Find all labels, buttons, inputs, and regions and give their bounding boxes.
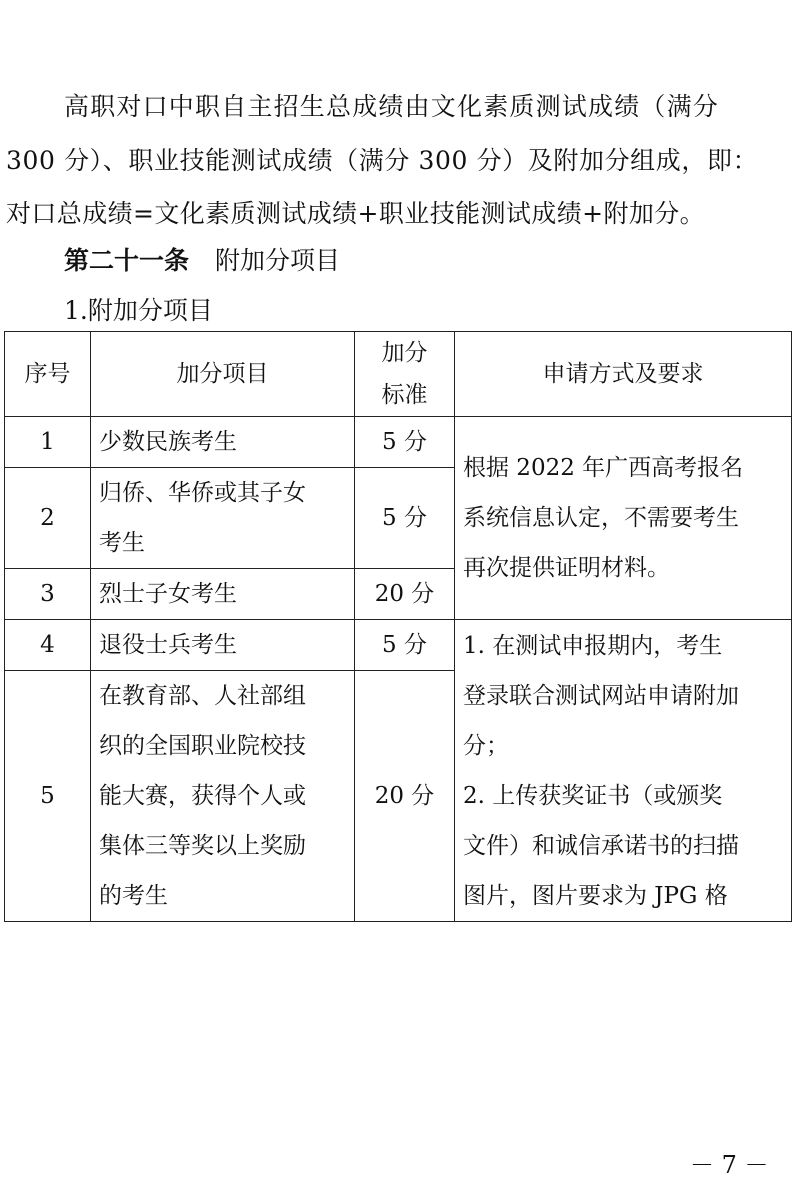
- row-no: 1: [5, 417, 91, 468]
- row-item-line: 考生: [99, 530, 145, 556]
- row-points: 5 分: [355, 468, 455, 569]
- row-item-line: 集体三等奖以上奖励: [99, 833, 306, 859]
- row-item: 少数民族考生: [91, 417, 355, 468]
- requirement-line: 根据 2022 年广西高考报名: [463, 455, 744, 481]
- row-item: [91, 671, 355, 922]
- row-item-line: 的考生: [99, 883, 168, 909]
- requirement-line: 登录联合测试网站申请附加: [463, 682, 739, 709]
- header-points-line2: 标准: [381, 382, 428, 408]
- section-subheading: 1.附加分项目: [64, 296, 213, 325]
- bonus-points-table: [4, 331, 792, 922]
- row-item: 烈士子女考生: [91, 569, 355, 620]
- row-item-line: 织的全国职业院校技: [99, 733, 306, 759]
- table-row: [5, 417, 792, 468]
- header-points-line1: 加分: [381, 340, 428, 366]
- row-item-line: 归侨、华侨或其子女: [99, 480, 306, 506]
- row-points: 5 分: [355, 620, 455, 671]
- article-number: 第二十一条: [64, 246, 190, 275]
- requirement-line: 再次提供证明材料。: [463, 555, 670, 581]
- row-no: 2: [5, 468, 91, 569]
- page-number: － 7 －: [690, 1151, 769, 1179]
- row-item: [91, 468, 355, 569]
- row-no: 3: [5, 569, 91, 620]
- row-no: 4: [5, 620, 91, 671]
- header-requirement: 申请方式及要求: [455, 332, 792, 417]
- requirement-line: 文件）和诚信承诺书的扫描: [463, 832, 739, 859]
- header-points: [355, 332, 455, 417]
- paragraph-line-2: 300 分）、职业技能测试成绩（满分 300 分）及附加分组成，即：: [6, 146, 759, 175]
- requirement-line: 分；: [463, 732, 509, 759]
- row-item-line: 能大赛，获得个人或: [99, 783, 306, 809]
- row-item: 退役士兵考生: [91, 620, 355, 671]
- paragraph-line-1: 高职对口中职自主招生总成绩由文化素质测试成绩（满分: [64, 92, 720, 121]
- requirement-group-2: [455, 620, 792, 922]
- requirement-line: 系统信息认定，不需要考生: [463, 505, 739, 531]
- article-heading: [64, 246, 340, 276]
- row-points: 20 分: [355, 671, 455, 922]
- table-row: [5, 620, 792, 671]
- header-no: 序号: [5, 332, 91, 417]
- row-item-line: 在教育部、人社部组: [99, 683, 306, 709]
- requirement-line: 图片，图片要求为 JPG 格: [463, 882, 728, 909]
- header-item: 加分项目: [91, 332, 355, 417]
- paragraph-line-3: 对口总成绩=文化素质测试成绩+职业技能测试成绩+附加分。: [6, 199, 706, 228]
- table-header-row: [5, 332, 792, 417]
- requirement-line: 1. 在测试申报期内，考生: [463, 632, 723, 659]
- row-points: 20 分: [355, 569, 455, 620]
- article-title: 附加分项目: [215, 246, 341, 275]
- requirement-group-1: [455, 417, 792, 620]
- requirement-line: 2. 上传获奖证书（或颁奖: [463, 782, 723, 809]
- row-points: 5 分: [355, 417, 455, 468]
- row-no: 5: [5, 671, 91, 922]
